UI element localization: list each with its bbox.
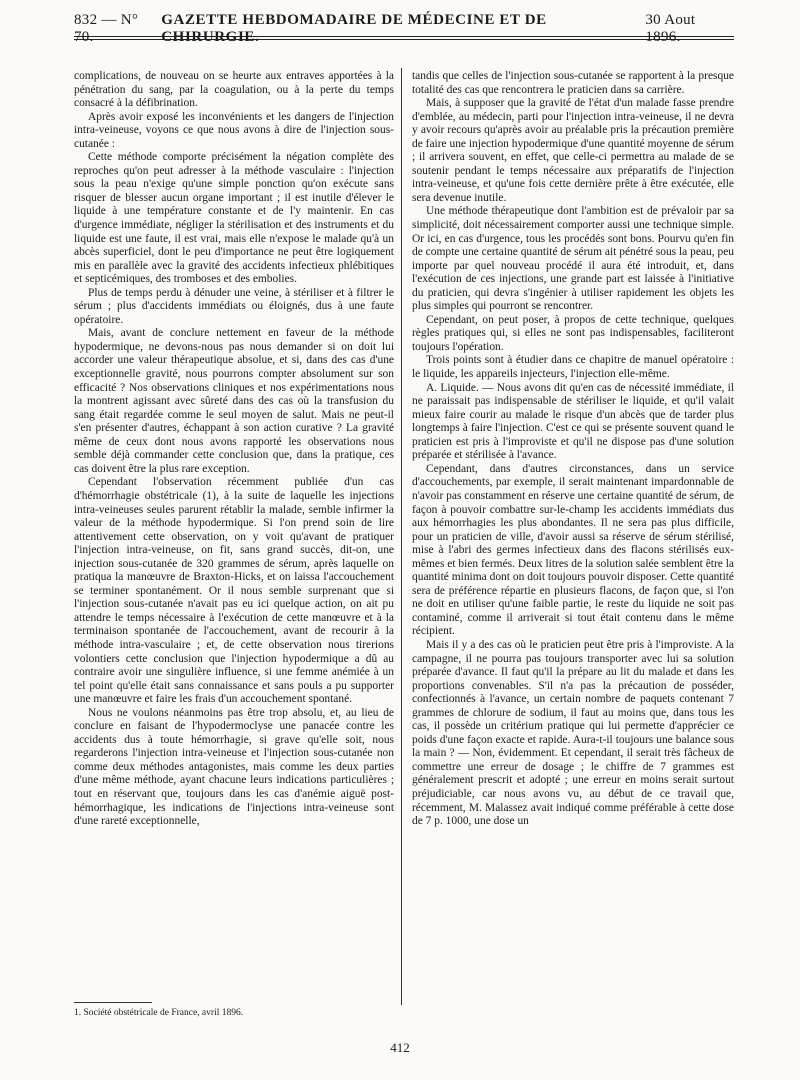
paragraph: Nous ne voulons néanmoins pas être trop absolu, et, au lieu de conclure en faisant de l'hypodermoclyse une panacée contre les accidents dus à toute hémorrhagie, si grave qu'elle soit, nous regarderons l'injection intra-veineuse et l'injection sous-cutanée non comme deux méthodes antagonistes, mais comme les deux parties d'une même méthode, ayant chacune leurs indications particulières ; tout en réservant que, toujours dans les cas d'anémie aiguë post-hémorrhagique, les indications de l'injections intra-veineuse sont d'une rareté exceptionnelle, [74, 706, 394, 828]
paragraph: Une méthode thérapeutique dont l'ambition est de prévaloir par sa simplicité, doit nécessairement comporter aussi une technique simple. Or ici, en cas d'urgence, tous les procédés sont bons. Pourvu qu'en fin de compte une certaine quantité de sérum ait pénétré sous la peau, peu importe par quel nouveau procédé il aura été introduit, et, dans l'exécution de ces injections, une grande part est laissée à l'initiative du praticien, qui devra s'ingénier à utiliser rapidement les objets les plus simples qui pourront se rencontrer. [412, 205, 734, 313]
paragraph: A. Liquide. — Nous avons dit qu'en cas de nécessité immédiate, il ne paraissait pas indispensable de stériliser le liquide, et qu'il valait mieux faire courir au malade le risque d'un abcès que de tarder plus longtemps à faire l'injection. C'est ce qui se présente souvent quand le praticien est pris à l'improviste et qu'il ne dispose pas d'une solution préparée et stérilisée à l'avance. [412, 381, 734, 462]
left-column [74, 70, 394, 829]
running-header [74, 12, 734, 46]
right-column [412, 70, 734, 829]
paragraph: Plus de temps perdu à dénuder une veine, à stériliser et à filtrer le sérum ; plus d'accidents immédiats ou éloignés, dus à une faute opératoire. [74, 286, 394, 326]
column-divider [401, 68, 402, 1005]
paragraph: Mais, avant de conclure nettement en faveur de la méthode hypodermique, ne devons-nous pas nous demander si on doit lui accorder une valeur thérapeutique absolue, et si, dans des cas d'une exceptionnelle gravité, nous pourrons compter absolument sur son efficacité ? Nos observations cliniques et nos expérimentations nous la montrent agissant avec sûreté dans des cas où la transfusion du sang était regardée comme le seul moyen de salut. Mais ne peut-il s'en présenter d'autres, échappant à son action curative ? La gravité même de ceux dont nous avons rapporté les observations nous semble déjà commander cette conclusion que, dans la pratique, ces cas doivent être la plus rare exception. [74, 327, 394, 475]
paragraph: Cette méthode comporte précisément la négation complète des reproches qu'on peut adresser à la méthode vasculaire : l'injection sous la peau n'exige qu'une simple ponction qu'on exécute sans risquer de blesser aucun organe important ; il est inutile d'élever le liquide à une température constante et de l'y maintenir. En cas d'urgence immédiate, négliger la stérilisation et des instruments et du liquide est une faute, il est vrai, mais elle n'expose le malade qu'à un abcès superficiel, dont le peu d'importance ne peut être logiquement mis en parallèle avec la gravité des accidents infectieux phlébitiques et septicémiques, des tromboses et des embolies. [74, 151, 394, 286]
paragraph: Cependant l'observation récemment publiée d'un cas d'hémorrhagie obstétricale (1), à la suite de laquelle les injections intra-veineuses seules parurent rétablir la malade, semble infirmer la valeur de la méthode hypodermique. Si l'on prend soin de lire attentivement cette observation, on y voit qu'avant de pratiquer l'injection intra-veineuse, on fit, sans grand succès, dit-on, une injection sous-cutanée de 320 grammes de sérum, après laquelle on pratiqua la manœuvre de Braxton-Hicks, et on laissa l'accouchement se terminer spontanément. Or il nous semble surprenant que si l'injection sous-cutanée n'avait pas eu ici quelque action, on ait pu attendre le temps nécessaire à l'exécution de cette manœuvre et à la terminaison spontanée de l'accouchement, avant de recourir à la méthode intra-vasculaire ; et, de cette observation nous tirerions volontiers cette conclusion que l'injection hypodermique a dû au contraire avoir une singulière influence, si une femme anémiée à un tel point qu'elle était sans connaissance et sans pouls a pu supporter une manœuvre et faire les frais d'un accouchement spontané. [74, 476, 394, 706]
paragraph: Trois points sont à étudier dans ce chapitre de manuel opératoire : le liquide, les appareils injecteurs, l'injection elle-même. [412, 354, 734, 381]
paragraph: Cependant, on peut poser, à propos de cette technique, quelques règles pratiques qui, si elles ne sont pas indispensables, faciliteront toujours l'opération. [412, 313, 734, 353]
paragraph: Mais, à supposer que la gravité de l'état d'un malade fasse prendre d'emblée, au médecin, parti pour l'injection intra-veineuse, il ne devra y avoir recours qu'après avoir au préalable pris la précaution première de faire une injection hypodermique d'une quantité moyenne de sérum ; il arrivera souvent, en effet, que celle-ci permettra au malade de se soutenir pendant le temps nécessaire aux préparatifs de l'injection intra-veineuse, et qu'une fois cette dernière prête à être exécutée, elle sera devenue inutile. [412, 97, 734, 204]
header-journal-title: GAZETTE HEBDOMADAIRE DE MÉDECINE ET DE CHIRURGIE. [161, 12, 547, 45]
paragraph: Cependant, dans d'autres circonstances, dans un service d'accouchements, par exemple, il serait maintenant impardonnable de n'avoir pas constamment en réserve une certaine quantité de sérum, de façon à pouvoir combattre sur-le-champ les accidents immédiats dus aux hémorrhagies les plus abondantes. Il ne sera pas plus difficile, pour un praticien de ville, d'avoir aussi sa réserve de sérum stérilisé, mise à l'abri des germes infectieux dans des flacons stérilisés eux-mêmes et bien fermés. Deux litres de la solution salée semblent être la quantité minima dont on doit toujours pouvoir disposer. Cette quantité sera de préférence répartie en plusieurs flacons, de façon que, si l'on ne doit en utiliser qu'une faible partie, le reste du liquide ne soit pas contaminé, comme il arriverait si tout était contenu dans le même récipient. [412, 462, 734, 638]
footnote-rule [74, 1002, 152, 1003]
header-page-issue: 832 — N° 70. [74, 12, 139, 45]
page-number: 412 [390, 1040, 410, 1055]
paragraph: Mais il y a des cas où le praticien peut être pris à l'improviste. A la campagne, il ne pourra pas toujours transporter avec lui sa solution préparée d'avance. Il faut qu'il la prépare au lit du malade et dans les proportions convenables. S'il n'a pas la précaution de posséder, confectionnés à l'avance, un certain nombre de paquets contenant 7 grammes de chlorure de sodium, il faut au moins que, dans tous les cas, il possède un critérium pratique qui lui permette d'apprécier ce poids d'une façon exacte et rapide. Aura-t-il toujours une balance sous la main ? — Non, évidemment. Et cependant, il serait très fâcheux de commettre une erreur de dosage ; le chiffre de 7 grammes est généralement prescrit et adopté ; une erreur en moins serait surtout préjudiciable, car nous avons vu, au début de ce travail que, récemment, M. Malassez avait indiqué comme préférable à cette dose de 7 p. 1000, une dose un [412, 638, 734, 828]
footnote: 1. Société obstétricale de France, avril 1896. [74, 1008, 244, 1018]
paragraph: complications, de nouveau on se heurte aux entraves apportées à la pénétration du sang, par la coagulation, ou à la perte du temps consacré à la défibrination. [74, 70, 394, 110]
header-date: 30 Aout 1896. [645, 12, 696, 45]
paragraph: tandis que celles de l'injection sous-cutanée se rapportent à la presque totalité des cas que rencontrera le praticien dans sa carrière. [412, 70, 734, 96]
header-rule [74, 36, 734, 40]
paragraph: Après avoir exposé les inconvénients et les dangers de l'injection intra-veineuse, voyons ce que nous avons à dire de l'injection sous-cutanée : [74, 110, 394, 150]
